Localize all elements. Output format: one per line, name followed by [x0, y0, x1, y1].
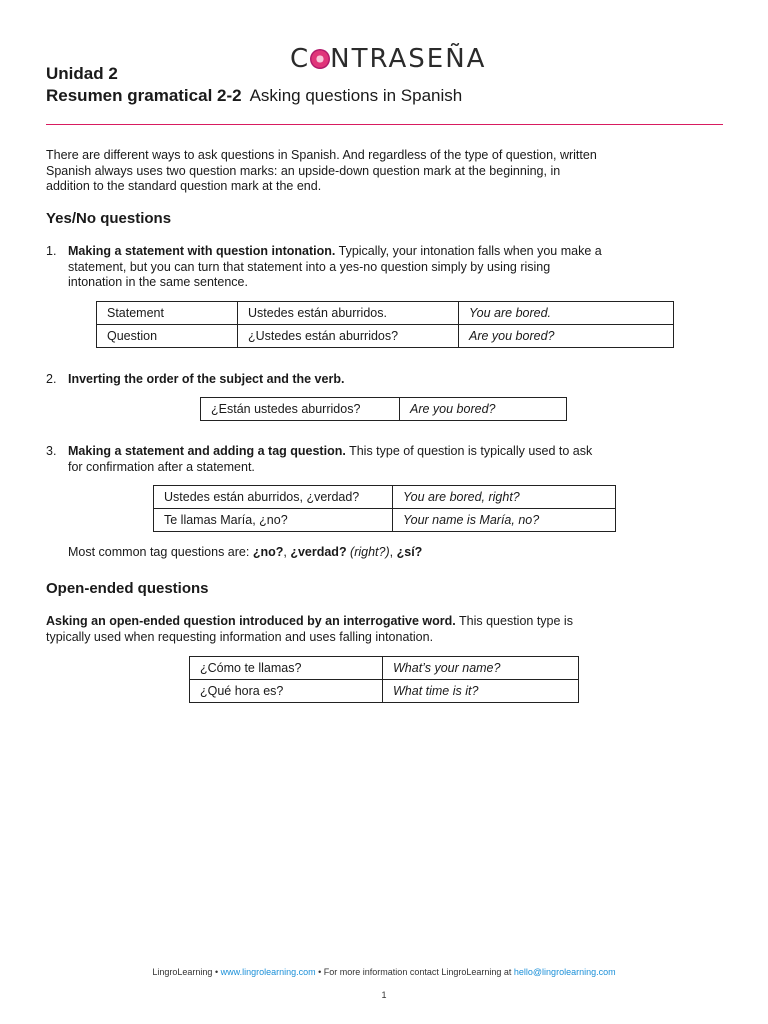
table-cell: ¿Cómo te llamas? [190, 657, 383, 680]
item-bold-lead: Making a statement and adding a tag question. [68, 444, 346, 458]
tag-questions-note [68, 545, 422, 559]
summary-title [46, 86, 462, 106]
table-cell: ¿Qué hora es? [190, 680, 383, 703]
page-footer [0, 967, 768, 977]
table-row [190, 657, 579, 680]
separator: , [389, 545, 397, 559]
open-ended-description [46, 614, 616, 645]
table-cell: ¿Están ustedes aburridos? [201, 398, 400, 421]
table-cell: Your name is María, no? [393, 509, 616, 532]
intro-paragraph: There are different ways to ask questions in Spanish. And regardless of the type of question, written Spanish always uses two question marks: an upside-down question mark at the beginning, in addition to the standard question mark at the end. [46, 148, 597, 193]
table-row [154, 509, 616, 532]
note-prefix: Most common tag questions are: [68, 545, 253, 559]
list-item [46, 244, 606, 291]
separator: , [283, 545, 291, 559]
logo-text-right: NTRASEÑA [330, 44, 487, 74]
header-divider [46, 124, 723, 125]
summary-label: Resumen gramatical 2-2 [46, 86, 242, 105]
item-number: 3. [46, 444, 57, 458]
yesno-heading: Yes/No questions [46, 210, 172, 227]
table-row [201, 398, 567, 421]
table-cell: What’s your name? [383, 657, 579, 680]
open-ended-heading: Open-ended questions [46, 580, 209, 597]
table-cell: What time is it? [383, 680, 579, 703]
footer-middle: • For more information contact LingroLearning at [315, 967, 514, 977]
table-cell: Ustedes están aburridos, ¿verdad? [154, 486, 393, 509]
table-cell: Question [97, 325, 238, 348]
email-link[interactable]: hello@lingrolearning.com [513, 967, 616, 977]
item-bold-lead: Making a statement with question intonation. [68, 244, 336, 258]
table-row [154, 486, 616, 509]
item-text: This type of question is typically used to ask for confirmation after a statement. [68, 444, 593, 474]
tag-no: ¿no? [252, 545, 284, 559]
flower-icon [310, 49, 330, 69]
page-subtitle: Asking questions in Spanish [249, 86, 463, 105]
table-cell: Are you bored? [400, 398, 567, 421]
item-number: 1. [46, 244, 57, 258]
item-number: 2. [46, 372, 57, 386]
table-row [97, 302, 674, 325]
tag-question-table [153, 485, 616, 532]
table-cell: Ustedes están aburridos. [238, 302, 459, 325]
table-cell: You are bored, right? [393, 486, 616, 509]
unit-title: Unidad 2 [46, 64, 118, 83]
tag-gloss: (right?) [346, 545, 390, 559]
tag-verdad: ¿verdad? [290, 545, 347, 559]
table-cell: You are bored. [459, 302, 674, 325]
table-cell: Are you bored? [459, 325, 674, 348]
footer-company: LingroLearning • [152, 967, 221, 977]
tag-si: ¿sí? [396, 545, 423, 559]
open-text: This question type is typically used when requesting information and uses falling intonation. [46, 614, 573, 644]
item-text: Typically, your intonation falls when you make a statement, but you can turn that statement into a yes-no question simply by using rising intonation in the same sentence. [68, 244, 602, 289]
table-row [97, 325, 674, 348]
logo-text-left: C [290, 44, 311, 74]
table-cell: ¿Ustedes están aburridos? [238, 325, 459, 348]
table-cell: Te llamas María, ¿no? [154, 509, 393, 532]
inversion-table [200, 397, 567, 421]
list-item [46, 444, 606, 475]
open-bold-lead: Asking an open-ended question introduced by an interrogative word. [46, 614, 456, 628]
item-bold-lead: Inverting the order of the subject and the verb. [68, 372, 345, 386]
website-link[interactable]: www.lingrolearning.com [220, 967, 316, 977]
contrasena-logo [290, 44, 486, 74]
table-row [190, 680, 579, 703]
list-item [46, 372, 606, 388]
table-cell: Statement [97, 302, 238, 325]
open-ended-table [189, 656, 579, 703]
statement-question-table [96, 301, 674, 348]
page-number: 1 [381, 990, 387, 1000]
